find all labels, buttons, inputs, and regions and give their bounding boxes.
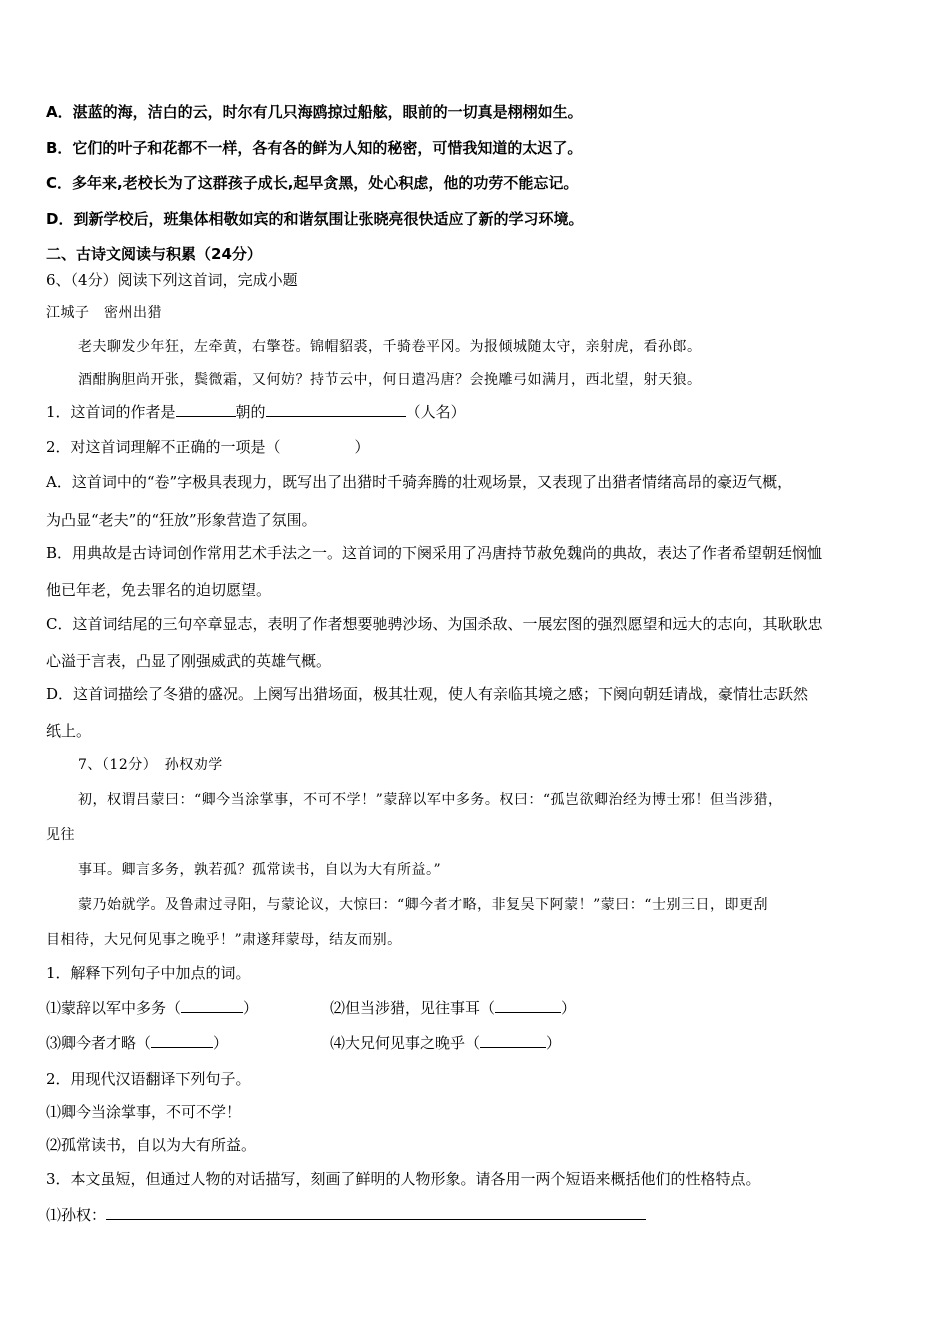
q7-heading: 7、（12分） 孙权劝学 xyxy=(78,757,223,773)
q7-translate-1: ⑴卿今当涂掌事，不可不学！ xyxy=(46,1103,242,1121)
q7-sub2: 2．用现代汉语翻译下列句子。 xyxy=(46,1070,251,1088)
character-answer-blank[interactable] xyxy=(106,1205,646,1220)
q6-option-d-line1: D．这首词描绘了冬猎的盛况。上阕写出猎场面，极其壮观，使人有亲临其境之感；下阕向朝廷请战，豪情壮志跃然 xyxy=(46,685,809,703)
q6-option-c-line2: 心溢于言表，凸显了刚强威武的英雄气概。 xyxy=(46,652,332,670)
q7-word-3-text: ⑶卿今者才略（ xyxy=(46,1034,152,1052)
word-3-blank[interactable] xyxy=(151,1033,213,1048)
option-b: B．它们的叶子和花都不一样，各有各的鲜为人知的秘密，可惜我知道的太迟了。 xyxy=(46,139,583,157)
q7-para1-line1: 初，权谓吕蒙曰：“卿今当涂掌事，不可不学！”蒙辞以军中多务。权曰：“孤岂欲卿治经为博士邪！但当涉猎， xyxy=(78,792,783,808)
q6-sub2-text-a: 2．对这首词理解不正确的一项是（ xyxy=(46,438,281,456)
q6-option-c-line1: C．这首词结尾的三句卒章显志，表明了作者想要驰骋沙场、为国杀敌、一展宏图的强烈愿望和远大的志向，其耿耿忠 xyxy=(46,615,823,633)
option-a: A．湛蓝的海，洁白的云，时尔有几只海鸥掠过船舷，眼前的一切真是栩栩如生。 xyxy=(46,103,583,121)
q7-para1-line2: 见往 xyxy=(46,827,75,843)
q6-option-b-line1: B．用典故是古诗词创作常用艺术手法之一。这首词的下阕采用了冯唐持节赦免魏尚的典故，表达了作者希望朝廷悯恤 xyxy=(46,544,823,562)
option-d: D．到新学校后，班集体相敬如宾的和谐氛围让张晓亮很快适应了新的学习环境。 xyxy=(46,210,584,228)
q6-option-b-line2: 他已年老，免去罪名的迫切愿望。 xyxy=(46,581,272,599)
q7-word-4-text: ⑷大兄何见事之晚乎（ xyxy=(330,1034,481,1052)
q7-translate-2: ⑵孤常读书，自以为大有所益。 xyxy=(46,1136,257,1154)
close-paren: ） xyxy=(243,999,259,1017)
q7-word-1-text: ⑴蒙辞以军中多务（ xyxy=(46,999,182,1017)
poem-line-1: 老夫聊发少年狂，左牵黄，右擎苍。锦帽貂裘，千骑卷平冈。为报倾城随太守，亲射虎，看孙郎。 xyxy=(78,339,702,355)
q6-sub2 xyxy=(46,437,370,457)
word-2-blank[interactable] xyxy=(495,998,561,1013)
q7-character-1 xyxy=(46,1205,646,1225)
q6-option-a-line1: A．这首词中的“卷”字极具表现力，既写出了出猎时千骑奔腾的壮观场景，又表现了出猎者情绪高昂的豪迈气概， xyxy=(46,473,793,491)
word-4-blank[interactable] xyxy=(480,1033,546,1048)
q6-sub1-text-b: 朝的 xyxy=(235,403,266,421)
q7-word-2-text: ⑵但当涉猎，见往事耳（ xyxy=(330,999,496,1017)
q7-para2-line1: 蒙乃始就学。及鲁肃过寻阳，与蒙论议，大惊曰：“卿今者才略，非复吴下阿蒙！”蒙曰：“士别三日，即更刮 xyxy=(78,897,768,913)
q7-word-1 xyxy=(46,998,258,1018)
q7-word-2 xyxy=(330,998,576,1018)
q6-option-a-line2: 为凸显“老夫”的“狂放”形象营造了氛围。 xyxy=(46,511,317,529)
q6-sub1-text-a: 1．这首词的作者是 xyxy=(46,403,176,421)
author-dynasty-blank[interactable] xyxy=(176,402,236,417)
q6-sub1-text-c: （人名） xyxy=(405,403,466,421)
word-1-blank[interactable] xyxy=(181,998,243,1013)
q7-sub1: 1．解释下列句子中加点的词。 xyxy=(46,964,251,982)
q6-sub1 xyxy=(46,402,466,422)
q7-sub3: 3．本文虽短，但通过人物的对话描写，刻画了鲜明的人物形象。请各用一两个短语来概括他们的性格特点。 xyxy=(46,1170,761,1188)
q7-character-1-label: ⑴孙权： xyxy=(46,1206,107,1224)
q7-para1-line3: 事耳。卿言多务，孰若孤？孤常读书，自以为大有所益。” xyxy=(78,862,442,878)
section-title: 二、古诗文阅读与积累（24分） xyxy=(46,245,262,263)
close-paren: ） xyxy=(213,1034,229,1052)
q7-word-4 xyxy=(330,1033,561,1053)
author-name-blank[interactable] xyxy=(266,402,406,417)
q6-option-d-line2: 纸上。 xyxy=(46,722,92,740)
q7-para2-line2: 目相待，大兄何见事之晚乎！”肃遂拜蒙母，结友而别。 xyxy=(46,932,402,948)
option-c: C．多年来,老校长为了这群孩子成长,起早贪黑，处心积虑，他的功劳不能忘记。 xyxy=(46,174,579,192)
q6-stem: 6、（4分）阅读下列这首词，完成小题 xyxy=(46,271,298,289)
close-paren: ） xyxy=(561,999,577,1017)
q7-word-3 xyxy=(46,1033,228,1053)
close-paren: ） xyxy=(546,1034,562,1052)
poem-line-2: 酒酣胸胆尚开张，鬓微霜，又何妨？持节云中，何日遣冯唐？会挽雕弓如满月，西北望，射天狼。 xyxy=(78,372,702,388)
poem-title: 江城子 密州出猎 xyxy=(46,305,162,321)
q6-sub2-text-b: ） xyxy=(354,438,370,456)
